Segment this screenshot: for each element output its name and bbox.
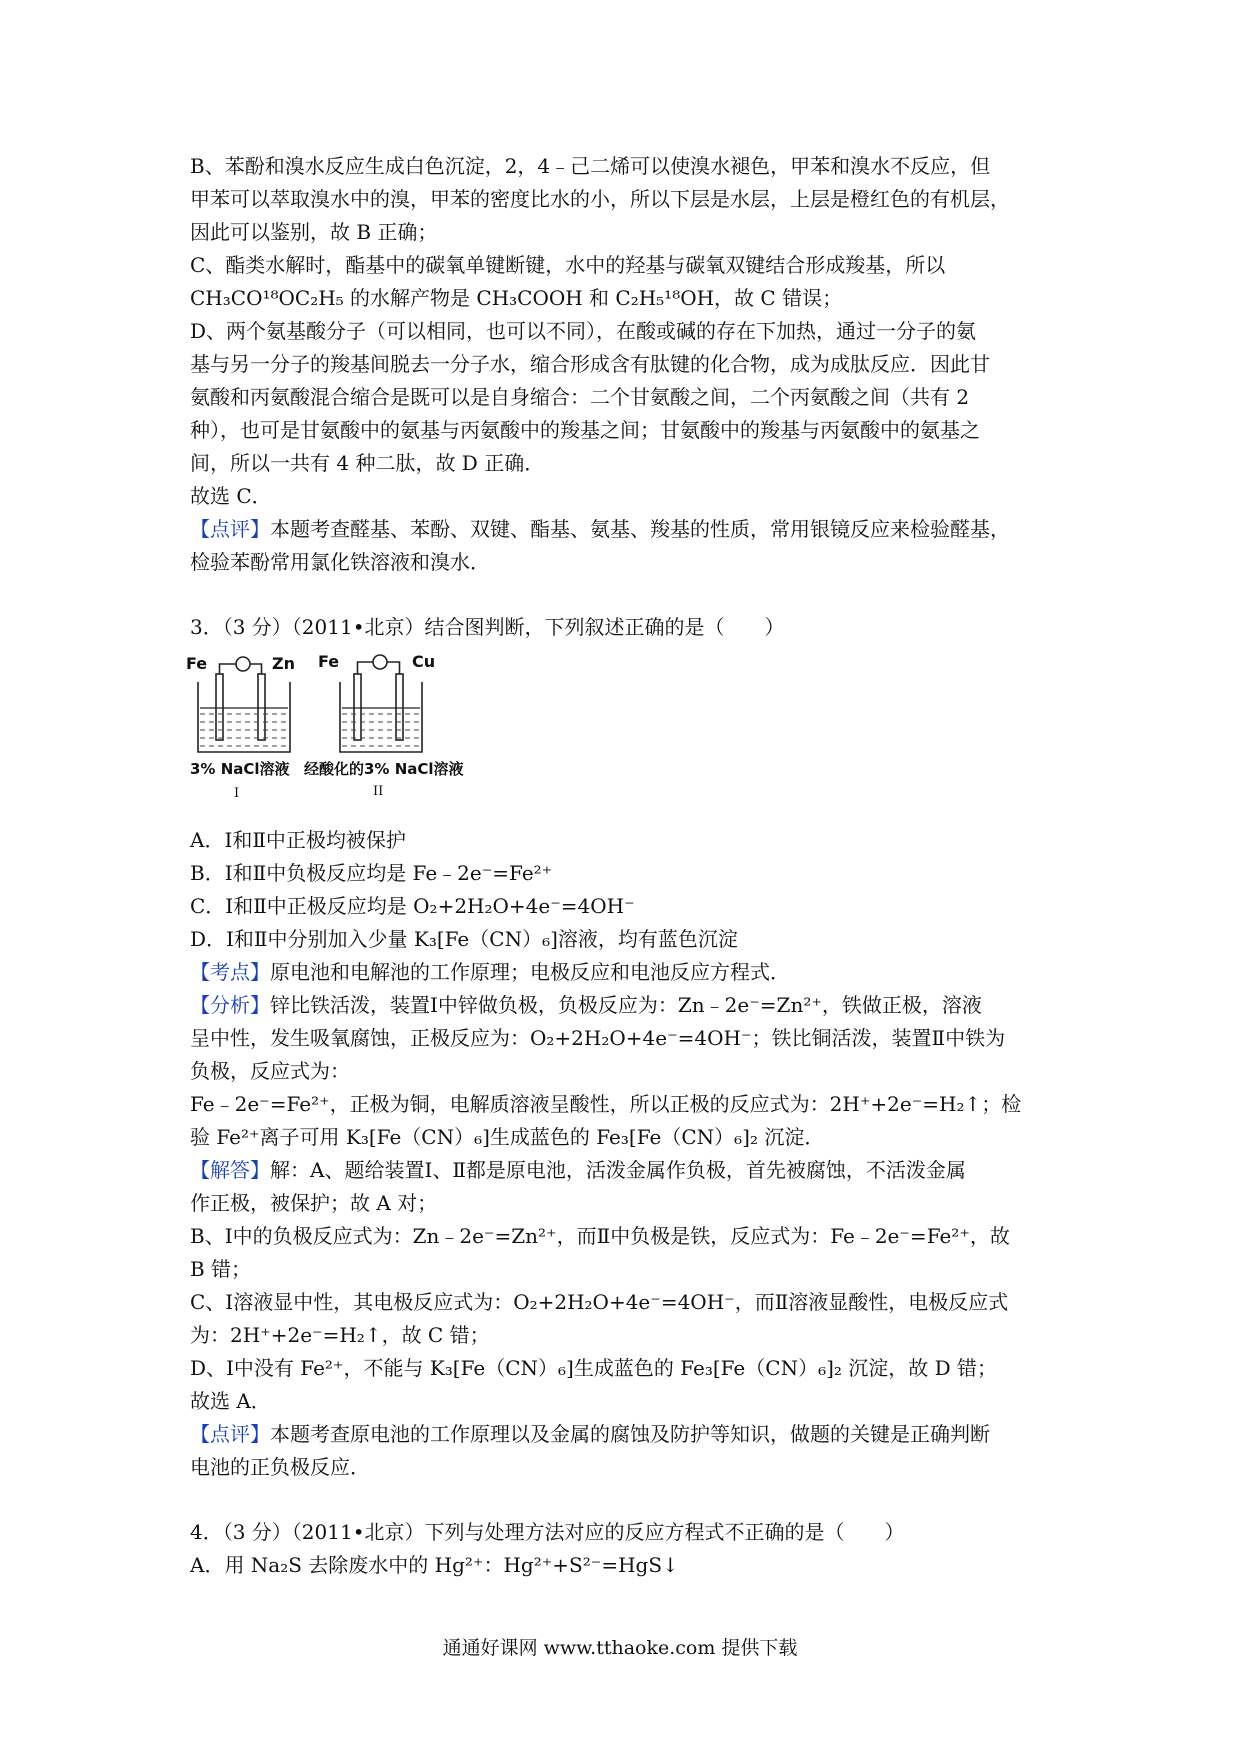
- jieda-text: 解：A、题给装置Ⅰ、Ⅱ都是原电池，活泼金属作负极，首先被腐蚀，不活泼金属: [270, 1158, 966, 1182]
- answer-line: 故选 C．: [190, 484, 272, 508]
- cell2-left-electrode-label: Fe: [318, 652, 340, 671]
- jieda-line: B、Ⅰ中的负极反应式为：Zn﹣2e⁻=Zn²⁺，而Ⅱ中负极是铁，反应式为：Fe﹣2e⁻=Fe²⁺，故: [190, 1224, 1010, 1248]
- cell1-number: I: [234, 786, 240, 801]
- fenxi-line: [190, 989, 1060, 1022]
- review-line: [190, 513, 1060, 546]
- text-line: 种），也可是甘氨酸中的氨基与丙氨酸中的羧基之间；甘氨酸中的羧基与丙氨酸中的氨基之: [190, 418, 980, 442]
- jieda-line: B 错；: [190, 1257, 252, 1281]
- jieda-line: 故选 A．: [190, 1389, 271, 1413]
- review-line: 电池的正负极反应．: [190, 1455, 370, 1479]
- text-line: C、酯类水解时，酯基中的碳氧单键断键，水中的羟基与碳氧双键结合形成羧基，所以: [190, 253, 946, 277]
- review-tag: 【点评】: [190, 1422, 270, 1446]
- fenxi-tag: 【分析】: [190, 993, 270, 1017]
- review-text: 本题考查醛基、苯酚、双键、酯基、氨基、羧基的性质，常用银镜反应来检验醛基，: [270, 517, 1010, 541]
- fenxi-line: 验 Fe²⁺离子可用 K₃[Fe（CN）₆]生成蓝色的 Fe₃[Fe（CN）₆]₂ 沉淀．: [190, 1125, 825, 1149]
- review-text: 本题考查原电池的工作原理以及金属的腐蚀及防护等知识，做题的关键是正确判断: [270, 1422, 990, 1446]
- review-line: 检验苯酚常用氯化铁溶液和溴水．: [190, 550, 490, 574]
- text-line: 间，所以一共有 4 种二肽，故 D 正确．: [190, 451, 545, 475]
- text-line: 甲苯可以萃取溴水中的溴，甲苯的密度比水的小，所以下层是水层，上层是橙红色的有机层，: [190, 187, 1010, 211]
- question-4-stem: 4．（3 分）（2011•北京）下列与处理方法对应的反应方程式不正确的是（ ）: [190, 1520, 905, 1544]
- review-line: [190, 1418, 1060, 1451]
- cell1-left-electrode-label: Fe: [186, 654, 208, 673]
- question-3-stem: 3．（3 分）（2011•北京）结合图判断，下列叙述正确的是（ ）: [190, 615, 785, 639]
- cell2-right-electrode-label: Cu: [412, 652, 436, 671]
- text-line: CH₃CO¹⁸OC₂H₅ 的水解产物是 CH₃COOH 和 C₂H₅¹⁸OH，故 C 错误；: [190, 286, 843, 310]
- question-4-option-a: A．用 Na₂S 去除废水中的 Hg²⁺：Hg²⁺+S²⁻=HgS↓: [190, 1553, 679, 1577]
- kaodian-tag: 【考点】: [190, 960, 270, 984]
- jieda-line: 作正极，被保护；故 A 对；: [190, 1191, 438, 1215]
- cell1-right-electrode-label: Zn: [272, 654, 295, 673]
- fenxi-line: 呈中性，发生吸氧腐蚀，正极反应为：O₂+2H₂O+4e⁻=4OH⁻；铁比铜活泼，装置Ⅱ中铁为: [190, 1026, 1006, 1050]
- text-line: 基与另一分子的羧基间脱去一分子水，缩合形成含有肽键的化合物，成为成肽反应．因此甘: [190, 352, 990, 376]
- text-line: B、苯酚和溴水反应生成白色沉淀，2，4﹣己二烯可以使溴水褪色，甲苯和溴水不反应，但: [190, 154, 991, 178]
- option-a: A．Ⅰ和Ⅱ中正极均被保护: [190, 828, 406, 852]
- text-line: 氨酸和丙氨酸混合缩合是既可以是自身缩合：二个甘氨酸之间，二个丙氨酸之间（共有 2: [190, 385, 970, 409]
- page-footer: 通通好课网 www.tthaoke.com 提供下载: [442, 1637, 798, 1659]
- jieda-line: C、Ⅰ溶液显中性，其电极反应式为：O₂+2H₂O+4e⁻=4OH⁻，而Ⅱ溶液显酸性，电极反应式: [190, 1290, 1009, 1314]
- kaodian-text: 原电池和电解池的工作原理；电极反应和电池反应方程式．: [270, 960, 790, 984]
- option-b: B．Ⅰ和Ⅱ中负极反应均是 Fe﹣2e⁻=Fe²⁺: [190, 861, 553, 885]
- page-content: [186, 150, 1060, 1582]
- cell2-caption: 经酸化的3% NaCl溶液: [304, 760, 464, 778]
- jieda-line: 为：2H⁺+2e⁻=H₂↑，故 C 错；: [190, 1323, 490, 1347]
- cell2-number: II: [373, 784, 384, 799]
- fenxi-line: 负极，反应式为：: [190, 1059, 350, 1083]
- jieda-line: [190, 1154, 1060, 1187]
- kaodian-line: [190, 956, 1060, 989]
- text-line: 因此可以鉴别，故 B 正确；: [190, 220, 438, 244]
- cells-diagram: [190, 652, 530, 812]
- text-line: D、两个氨基酸分子（可以相同，也可以不同），在酸或碱的存在下加热，通过一分子的氨: [190, 319, 977, 343]
- option-c: C．Ⅰ和Ⅱ中正极反应均是 O₂+2H₂O+4e⁻=4OH⁻: [190, 894, 635, 918]
- option-d: D．Ⅰ和Ⅱ中分别加入少量 K₃[Fe（CN）₆]溶液，均有蓝色沉淀: [190, 927, 738, 951]
- jieda-tag: 【解答】: [190, 1158, 270, 1182]
- review-tag: 【点评】: [190, 517, 270, 541]
- fenxi-line: Fe﹣2e⁻=Fe²⁺，正极为铜，电解质溶液呈酸性，所以正极的反应式为：2H⁺+2e⁻=H₂↑；检: [190, 1092, 1022, 1116]
- jieda-line: D、Ⅰ中没有 Fe²⁺，不能与 K₃[Fe（CN）₆]生成蓝色的 Fe₃[Fe（CN）₆]₂ 沉淀，故 D 错；: [190, 1356, 998, 1380]
- electrochemical-cells-figure: [186, 652, 530, 812]
- cell1-caption: 3% NaCl溶液: [190, 760, 290, 778]
- fenxi-text: 锌比铁活泼，装置Ⅰ中锌做负极，负极反应为：Zn﹣2e⁻=Zn²⁺，铁做正极，溶液: [270, 993, 982, 1017]
